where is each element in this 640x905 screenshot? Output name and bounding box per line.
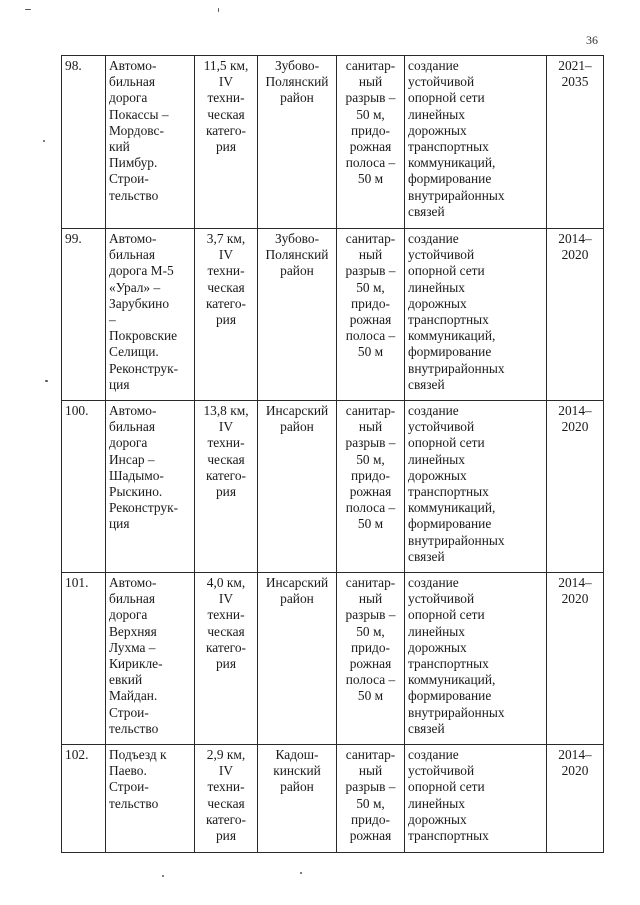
road-length-category: 13,8 км, IV техни- ческая катего- рия (195, 401, 258, 573)
protection-zone: санитар- ный разрыв – 50 м, придо- рожная полоса – 50 м (337, 401, 405, 573)
row-number: 98. (62, 56, 106, 229)
road-name: Автомо- бильная дорога Покассы – Мордовс- кий Пимбур. Строи- тельство (106, 56, 195, 229)
table-row (62, 401, 604, 573)
purpose: создание устойчивой опорной сети линейных дорожных транспортных (405, 745, 547, 853)
protection-zone: санитар- ный разрыв – 50 м, придо- рожная (337, 745, 405, 853)
district: Кадош- кинский район (258, 745, 337, 853)
row-number: 102. (62, 745, 106, 853)
table-row (62, 573, 604, 745)
road-length-category: 2,9 км, IV техни- ческая катего- рия (195, 745, 258, 853)
road-length-category: 4,0 км, IV техни- ческая катего- рия (195, 573, 258, 745)
table-row (62, 56, 604, 229)
purpose: создание устойчивой опорной сети линейных дорожных транспортных коммуникаций, формирование внутрирайонных связей (405, 229, 547, 401)
road-name: Автомо- бильная дорога Инсар – Шадымо- Рыскино. Реконструк- ция (106, 401, 195, 573)
scan-speck (25, 9, 31, 10)
purpose: создание устойчивой опорной сети линейных дорожных транспортных коммуникаций, формирование внутрирайонных связей (405, 401, 547, 573)
roads-table (61, 55, 604, 853)
district: Инсарский район (258, 573, 337, 745)
protection-zone: санитар- ный разрыв – 50 м, придо- рожная полоса – 50 м (337, 56, 405, 229)
period: 2021– 2035 (547, 56, 604, 229)
page-number: 36 (586, 33, 598, 47)
period: 2014– 2020 (547, 745, 604, 853)
protection-zone: санитар- ный разрыв – 50 м, придо- рожная полоса – 50 м (337, 229, 405, 401)
table-row (62, 745, 604, 853)
district: Зубово- Полянский район (258, 56, 337, 229)
district: Инсарский район (258, 401, 337, 573)
period: 2014– 2020 (547, 573, 604, 745)
period: 2014– 2020 (547, 401, 604, 573)
period: 2014– 2020 (547, 229, 604, 401)
row-number: 99. (62, 229, 106, 401)
scan-speck (43, 140, 45, 142)
purpose: создание устойчивой опорной сети линейных дорожных транспортных коммуникаций, формирование внутрирайонных связей (405, 573, 547, 745)
row-number: 101. (62, 573, 106, 745)
road-name: Автомо- бильная дорога М-5 «Урал» – Зарубкино – Покровские Селищи. Реконструк- ция (106, 229, 195, 401)
purpose: создание устойчивой опорной сети линейных дорожных транспортных коммуникаций, формирование внутрирайонных связей (405, 56, 547, 229)
row-number: 100. (62, 401, 106, 573)
district: Зубово- Полянский район (258, 229, 337, 401)
scan-speck (162, 875, 164, 877)
table-row (62, 229, 604, 401)
road-length-category: 11,5 км, IV техни- ческая катего- рия (195, 56, 258, 229)
road-name: Автомо- бильная дорога Верхняя Лухма – Кирикле- евкий Майдан. Строи- тельство (106, 573, 195, 745)
road-name: Подъезд к Паево. Строи- тельство (106, 745, 195, 853)
scan-speck (300, 872, 302, 874)
road-length-category: 3,7 км, IV техни- ческая катего- рия (195, 229, 258, 401)
scan-speck (45, 380, 48, 382)
scan-speck (218, 8, 219, 12)
protection-zone: санитар- ный разрыв – 50 м, придо- рожная полоса – 50 м (337, 573, 405, 745)
